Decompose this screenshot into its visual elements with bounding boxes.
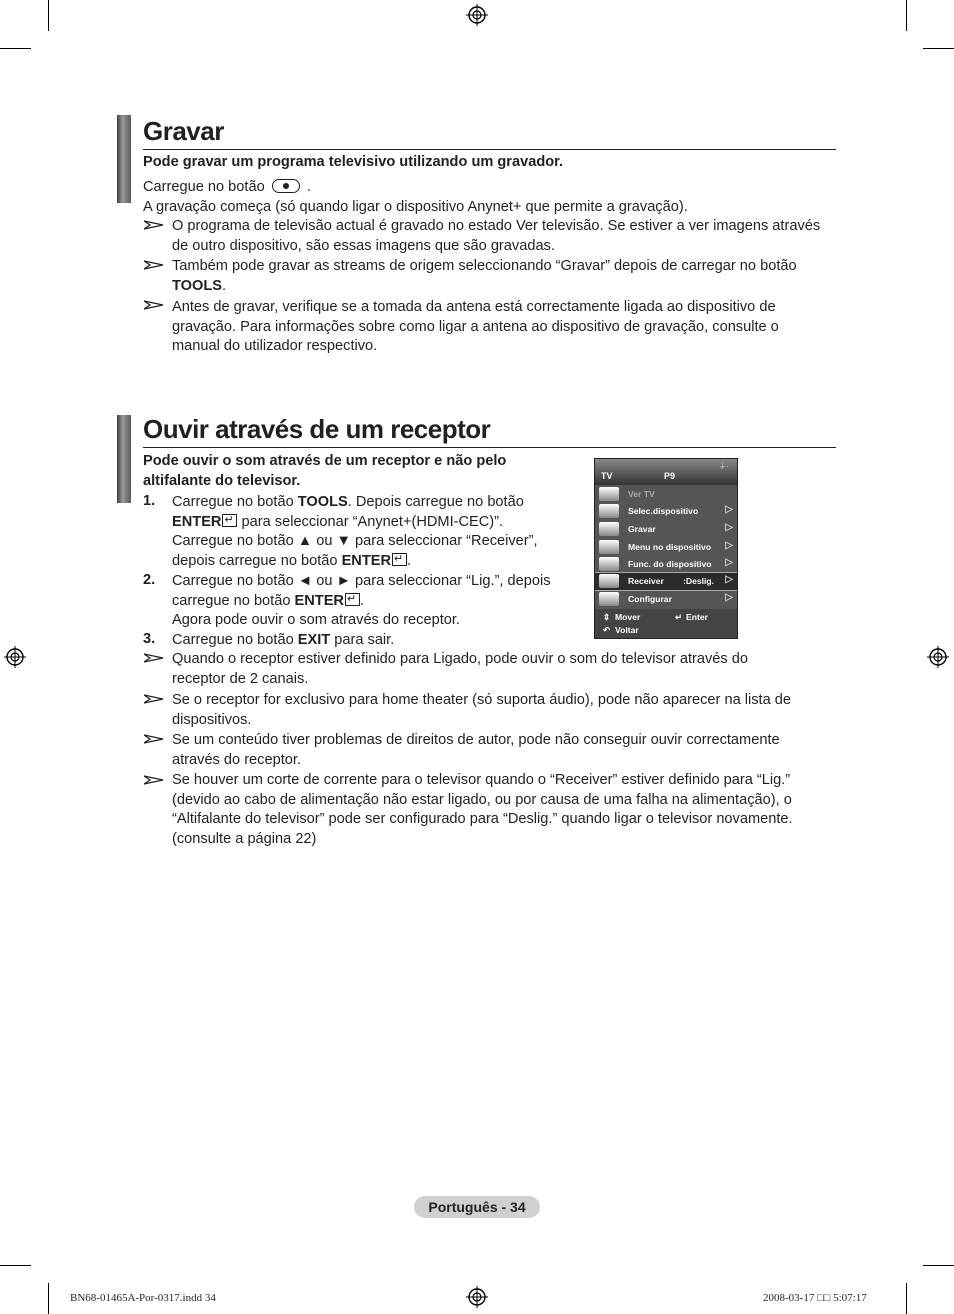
chevron-right-icon: ▷	[725, 592, 733, 603]
tv-icon	[599, 487, 619, 501]
record-icon	[599, 522, 619, 536]
gravar-note-2: Também pode gravar as streams de origem seleccionando “Gravar” depois de carregar no botão TOOLS.	[172, 258, 797, 294]
enter-icon: ↵	[675, 612, 683, 622]
move-arrows-icon: ⇕	[603, 612, 611, 622]
registration-mark-icon	[927, 646, 949, 668]
enter-button-icon	[392, 553, 407, 566]
page-number-badge: Português - 34	[414, 1196, 540, 1218]
tv-menu-item[interactable]: Ver TV	[595, 486, 737, 503]
enter-button-icon	[222, 514, 237, 527]
gravar-note-3: Antes de gravar, verifique se a tomada da antena está correctamente ligada ao dispositivo de gravação. Para informações sobre como ligar a antena ao dispositivo de gravação, consulte o manual do utilizador respectivo.	[172, 299, 779, 355]
device-select-icon	[599, 504, 619, 518]
chevron-right-icon: ▷	[725, 574, 733, 585]
receptor-note-3: Se um conteúdo tiver problemas de direitos de autor, pode não conseguir ouvir correctamente através do receptor.	[172, 732, 780, 768]
registration-mark-icon	[466, 1286, 488, 1308]
gravar-intro: Pode gravar um programa televisivo utilizando um gravador.	[143, 154, 564, 170]
section-title-gravar: Gravar	[143, 116, 224, 146]
tv-menu-item[interactable]: Func. do dispositivo ▷	[595, 556, 737, 573]
crop-mark	[48, 1283, 49, 1314]
receptor-note-2: Se o receptor for exclusivo para home theater (só suporta áudio), pode não aparecer na lista de dispositivos.	[172, 692, 791, 728]
signal-icon: ⏚·	[718, 462, 729, 471]
note-arrow-icon	[144, 775, 164, 785]
note-arrow-icon	[144, 734, 164, 744]
tv-menu-item[interactable]: Gravar ▷	[595, 521, 737, 538]
section-rule	[143, 447, 836, 448]
tv-menu-footer: ⇕ Mover ↵ Enter ↶ Voltar	[595, 609, 737, 638]
crop-mark	[48, 0, 49, 31]
crop-mark	[906, 0, 907, 31]
tv-menu-screenshot	[594, 458, 738, 639]
tv-menu-item[interactable]: Menu no dispositivo ▷	[595, 539, 737, 556]
step-2: Carregue no botão ◄ ou ► para seleccionar “Lig.”, depois carregue no botão ENTER↵ . Agora pode ouvir o som através do receptor.	[172, 572, 592, 631]
crop-mark	[0, 1265, 31, 1266]
tv-menu-header	[595, 459, 737, 485]
step-number: 1.	[143, 493, 156, 509]
print-slug-file: BN68-01465A-Por-0317.indd 34	[70, 1292, 216, 1304]
section-bar	[117, 115, 131, 203]
crop-mark	[923, 1265, 954, 1266]
return-icon: ↶	[603, 625, 611, 635]
gear-icon	[599, 592, 619, 606]
enter-button-icon	[345, 593, 360, 606]
gravar-note-1: O programa de televisão actual é gravado no estado Ver televisão. Se estiver a ver imagens através de outro dispositivo, são essas imagens que são gravadas.	[172, 218, 821, 254]
tv-menu-item[interactable]: Selec.dispositivo ▷	[595, 503, 737, 520]
section-title-receptor: Ouvir através de um receptor	[143, 414, 491, 444]
step-1: Carregue no botão TOOLS. Depois carregue no botão ENTER↵ para seleccionar “Anynet+(HDMI-CEC)”. Carregue no botão ▲ ou ▼ para seleccionar “Receiver”, depois carregue no botão ENTER↵ .	[172, 493, 592, 572]
chevron-right-icon: ▷	[725, 504, 733, 515]
note-arrow-icon	[144, 694, 164, 704]
registration-mark-icon	[466, 4, 488, 26]
step-number: 2.	[143, 572, 156, 588]
receptor-note-1: Quando o receptor estiver definido para Ligado, pode ouvir o som do televisor através do receptor de 2 canais.	[172, 651, 748, 687]
gravar-step: Carregue no botão .	[143, 179, 311, 195]
record-button-icon	[272, 179, 300, 193]
note-arrow-icon	[144, 300, 164, 310]
chevron-right-icon: ▷	[725, 557, 733, 568]
crop-mark	[0, 48, 31, 49]
device-menu-icon	[599, 540, 619, 554]
note-arrow-icon	[144, 220, 164, 230]
step-3: Carregue no botão EXIT para sair.	[172, 632, 395, 648]
section-bar	[117, 415, 131, 503]
chevron-right-icon: ▷	[725, 522, 733, 533]
tv-menu-item[interactable]: Configurar ▷	[595, 591, 737, 608]
note-arrow-icon	[144, 260, 164, 270]
tv-menu-item-selected[interactable]: Receiver :Deslig. ▷	[595, 573, 737, 590]
print-slug-date: 2008-03-17 □□ 5:07:17	[763, 1292, 867, 1304]
crop-mark	[923, 48, 954, 49]
speaker-icon	[599, 574, 619, 588]
device-function-icon	[599, 557, 619, 571]
tv-source-label: TV	[601, 471, 613, 481]
registration-mark-icon	[4, 646, 26, 668]
tv-channel-label: P9	[664, 471, 676, 481]
receptor-note-4: Se houver um corte de corrente para o televisor quando o “Receiver” estiver definido para “Lig.” (devido ao cabo de alimentação não estar ligado, ou por causa de uma falha na alimentação), o “Altifalante do televisor” pode ser configurado para “Deslig.” quando ligar o televisor novamente. (consulte a página 22)	[172, 772, 793, 848]
step-number: 3.	[143, 631, 156, 647]
crop-mark	[906, 1283, 907, 1314]
note-arrow-icon	[144, 653, 164, 663]
section-rule	[143, 149, 836, 150]
gravar-line2: A gravação começa (só quando ligar o dispositivo Anynet+ que permite a gravação).	[143, 199, 688, 215]
receptor-intro: Pode ouvir o som através de um receptor e não pelo altifalante do televisor.	[143, 453, 507, 489]
chevron-right-icon: ▷	[725, 540, 733, 551]
